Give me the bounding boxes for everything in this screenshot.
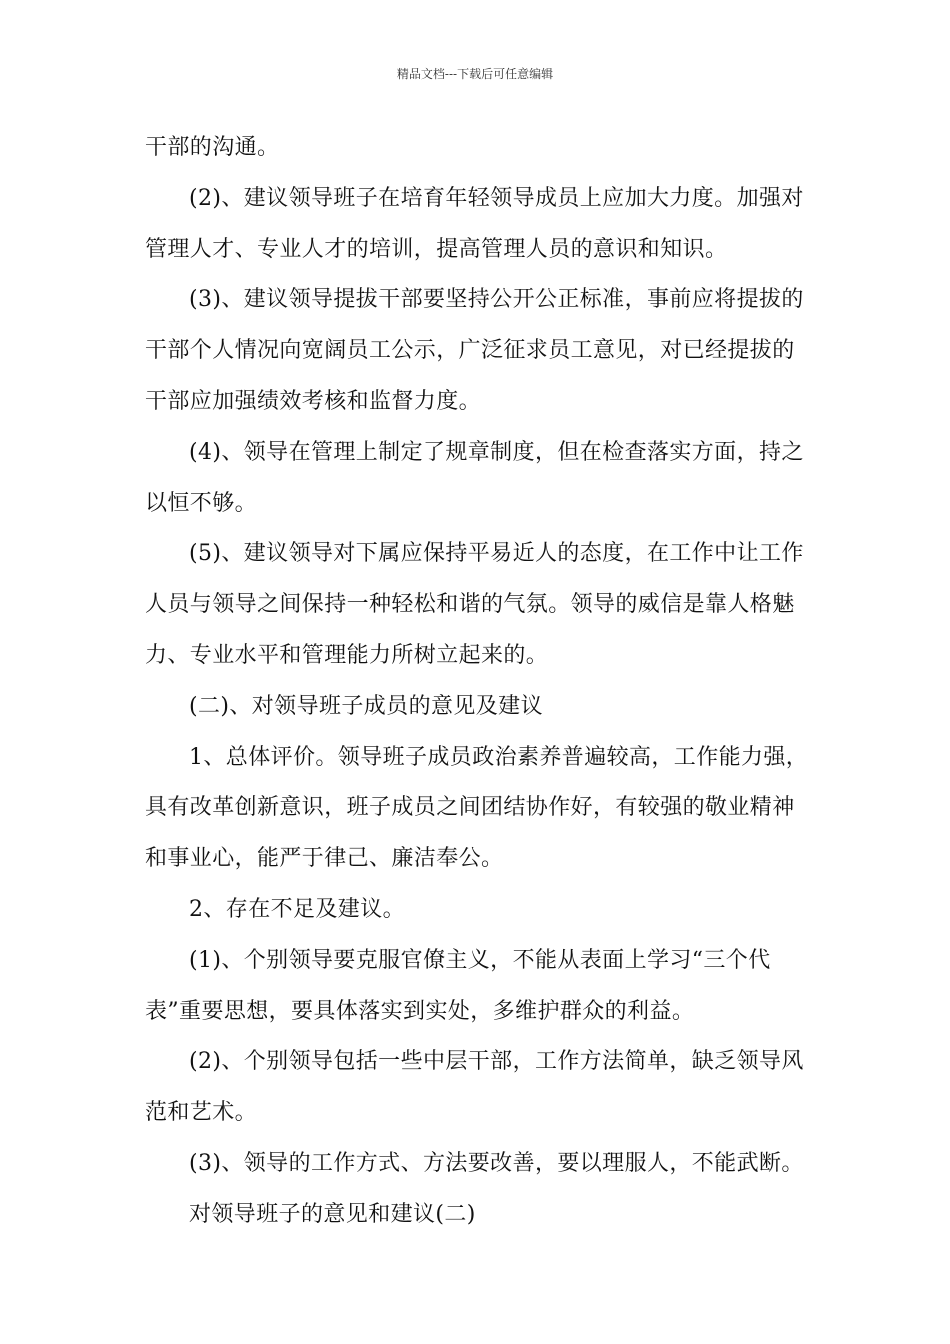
page-header: 精品文档---下载后可任意编辑	[396, 67, 554, 81]
text-line: 和事业心，能严于律己、廉洁奉公。	[145, 846, 504, 872]
text-line: 1、总体评价。领导班子成员政治素养普遍较高，工作能力强，	[189, 744, 809, 770]
text-line: 人员与领导之间保持一种轻松和谐的气氛。领导的威信是靠人格魅	[145, 592, 795, 618]
text-line: 干部的沟通。	[145, 135, 280, 160]
text-line: (3)、建议领导提拔干部要坚持公开公正标准，事前应将提拔的	[189, 287, 804, 313]
text-line: 干部个人情况向宽阔员工公示，广泛征求员工意见，对已经提拔的	[145, 338, 795, 364]
text-line: (1)、个别领导要克服官僚主义，不能从表面上学习“三个代	[189, 947, 771, 973]
text-line: (2)、建议领导班子在培育年轻领导成员上应加大力度。加强对	[189, 185, 804, 211]
text-line: 表”重要思想，要具体落实到实处，多维护群众的利益。	[145, 998, 695, 1024]
section-title: 对领导班子的意见和建议(二)	[189, 1201, 476, 1227]
section-heading: (二)、对领导班子成员的意见及建议	[189, 693, 543, 719]
text-line: 力、专业水平和管理能力所树立起来的。	[145, 642, 549, 668]
text-line: 管理人才、专业人才的培训，提高管理人员的意识和知识。	[145, 236, 728, 262]
text-line: (5)、建议领导对下属应保持平易近人的态度，在工作中让工作	[189, 541, 804, 567]
text-line: 范和艺术。	[145, 1100, 258, 1126]
text-line: (4)、领导在管理上制定了规章制度，但在检查落实方面，持之	[189, 439, 804, 465]
text-line: 2、存在不足及建议。	[189, 896, 405, 922]
document-body	[145, 130, 807, 1248]
text-line: (2)、个别领导包括一些中层干部，工作方法简单，缺乏领导风	[189, 1049, 804, 1075]
text-line: (3)、领导的工作方式、方法要改善，要以理服人，不能武断。	[189, 1150, 804, 1176]
text-line: 以恒不够。	[145, 490, 258, 516]
text-line: 干部应加强绩效考核和监督力度。	[145, 388, 482, 414]
text-line: 具有改革创新意识，班子成员之间团结协作好，有较强的敬业精神	[145, 795, 795, 821]
